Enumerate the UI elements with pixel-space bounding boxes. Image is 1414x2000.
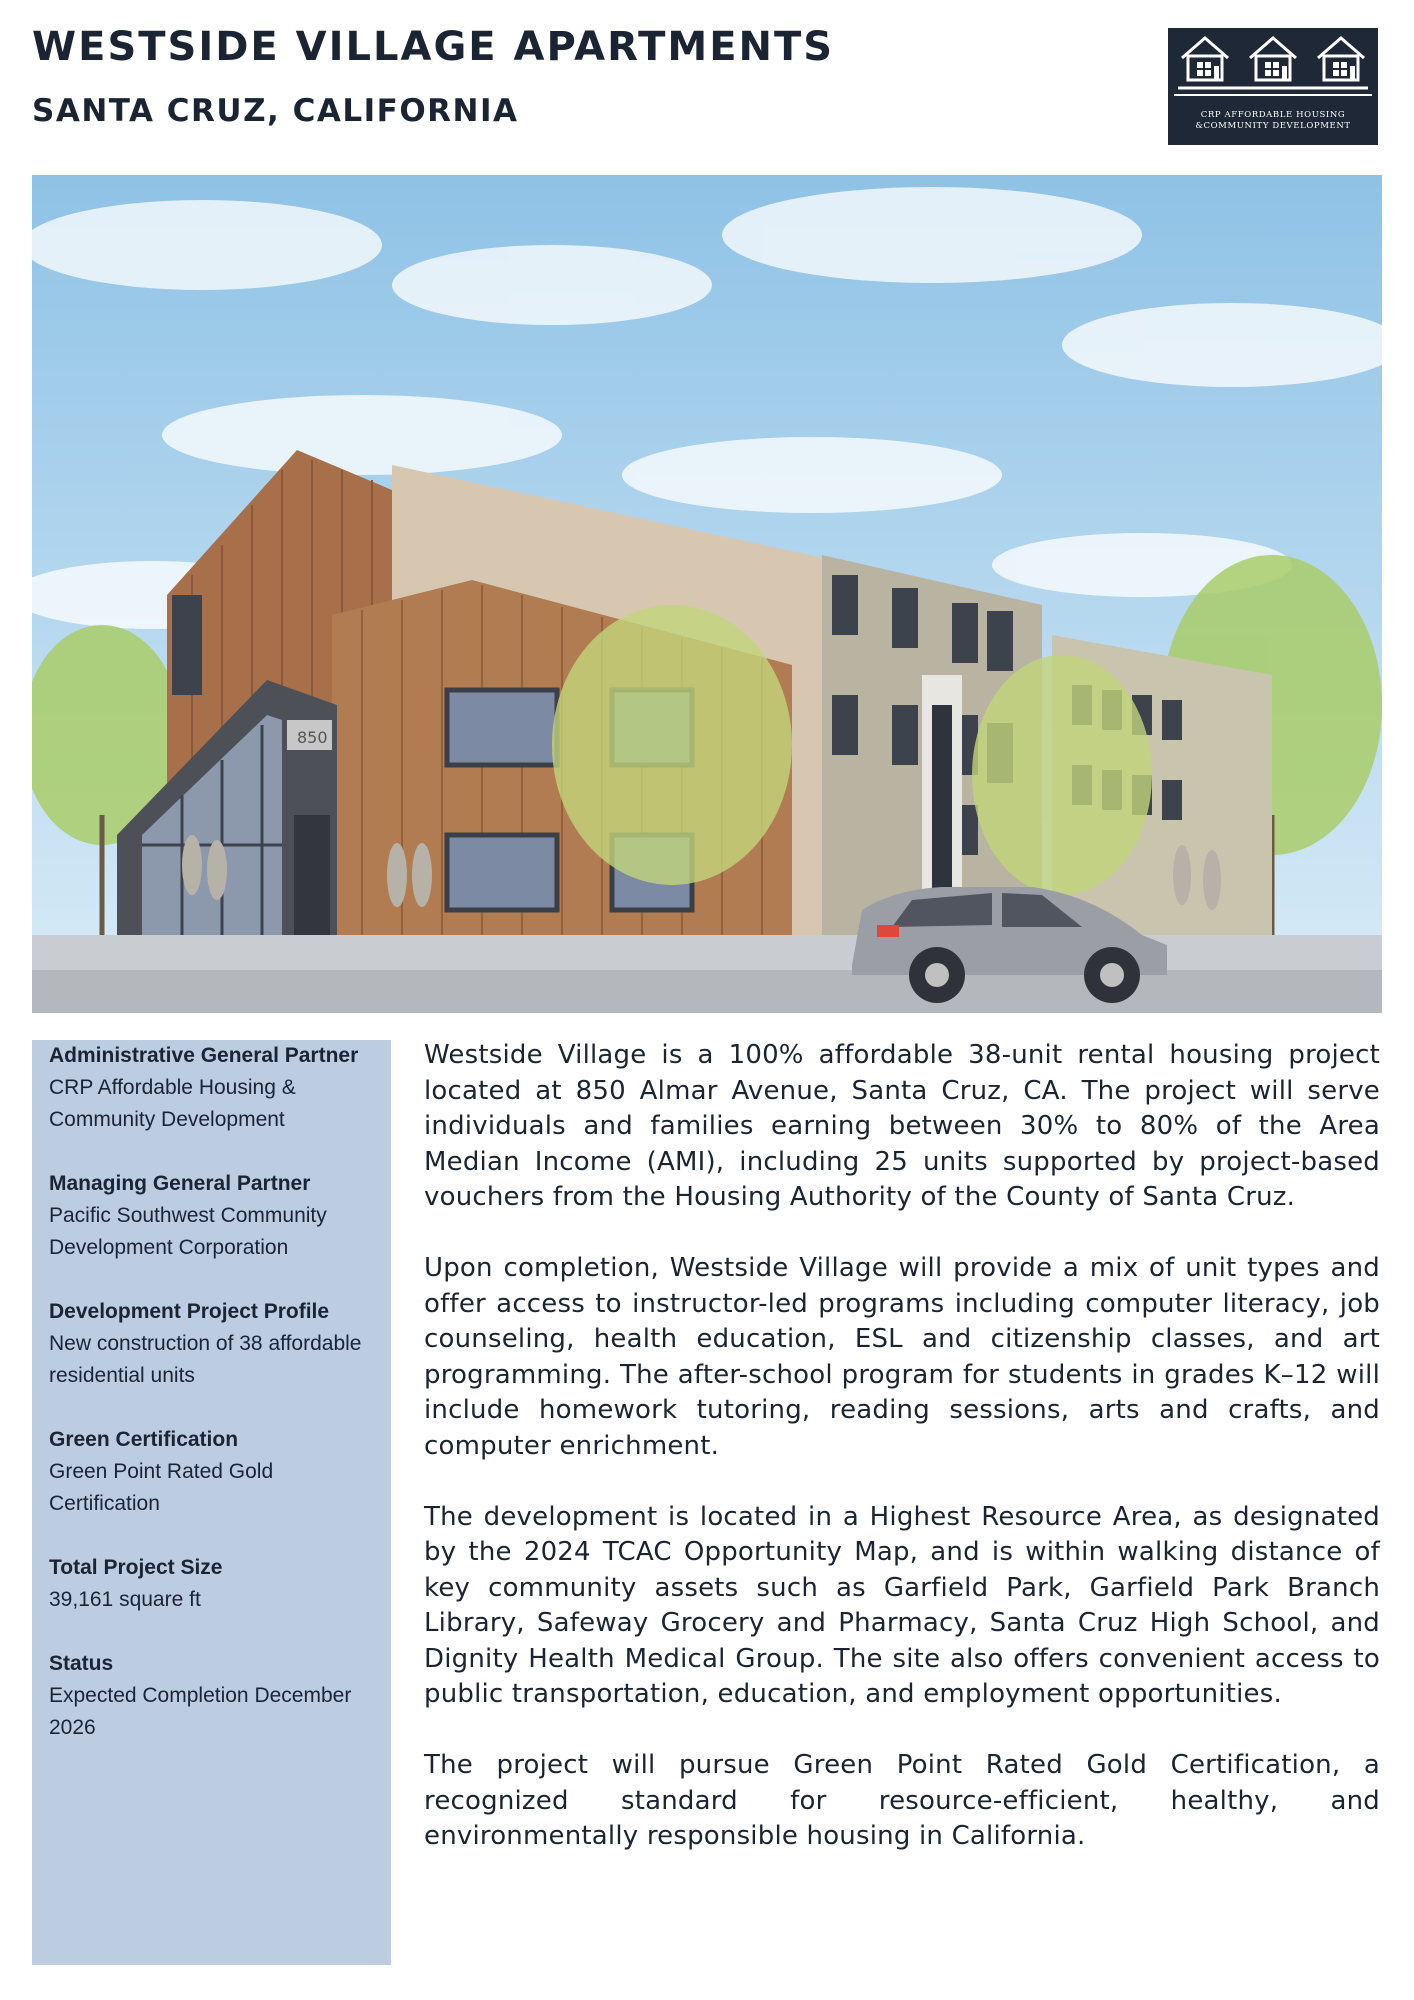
logo-text xyxy=(1168,110,1378,132)
page-subtitle: SANTA CRUZ, CALIFORNIA xyxy=(32,93,519,129)
fact-value: Pacific Southwest Community Development Corporation xyxy=(49,1204,327,1259)
fact-label: Administrative General Partner xyxy=(49,1044,359,1067)
fact-value: Expected Completion December 2026 xyxy=(49,1684,352,1739)
fact-managing-partner xyxy=(49,1168,377,1264)
crp-logo xyxy=(1168,28,1378,145)
project-facts-sidebar xyxy=(32,1040,391,1965)
logo-line-1: CRP AFFORDABLE HOUSING xyxy=(1200,110,1346,120)
project-description xyxy=(424,1038,1380,1890)
fact-value: New construction of 38 affordable residential units xyxy=(49,1332,362,1387)
fact-value: 39,161 square ft xyxy=(49,1588,201,1611)
fact-admin-partner xyxy=(49,1040,377,1136)
logo-line-2: &COMMUNITY DEVELOPMENT xyxy=(1195,121,1351,131)
description-paragraph: The project will pursue Green Point Rated Gold Certification, a recognized standard for resource-efficient, healthy, and environmentally responsible housing in California. xyxy=(424,1750,1380,1851)
fact-label: Status xyxy=(49,1652,114,1675)
fact-status xyxy=(49,1648,377,1744)
description-paragraph: Upon completion, Westside Village will provide a mix of unit types and offer access to instructor-led programs including computer literacy, job counseling, health education, ESL and citizenship classes, and art programming. The after-school program for students in grades K–12 will include homework tutoring, reading sessions, arts and crafts, and computer enrichment. xyxy=(424,1253,1380,1461)
building-number: 850 xyxy=(297,728,328,747)
fact-label: Managing General Partner xyxy=(49,1172,311,1195)
fact-label: Total Project Size xyxy=(49,1556,223,1579)
fact-label: Development Project Profile xyxy=(49,1300,330,1323)
building-rendering-image xyxy=(32,175,1382,1013)
fact-project-size xyxy=(49,1552,377,1616)
description-paragraph: Westside Village is a 100% affordable 38-unit rental housing project located at 850 Almar Avenue, Santa Cruz, CA. The project will serve individuals and families earning between 30% to 80% of the Area Median Income (AMI), including 25 units supported by project-based vouchers from the Housing Authority of the County of Santa Cruz. xyxy=(424,1040,1380,1212)
fact-value: CRP Affordable Housing & Community Development xyxy=(49,1076,296,1131)
description-paragraph: The development is located in a Highest Resource Area, as designated by the 2024 TCAC Opportunity Map, and is within walking distance of key community assets such as Garfield Park, Garfield Park Branch Library, Safeway Grocery and Pharmacy, Santa Cruz High School, and Dignity Health Medical Group. The site also offers convenient access to public transportation, education, and employment opportunities. xyxy=(424,1501,1380,1709)
fact-project-profile xyxy=(49,1296,377,1392)
page-title: WESTSIDE VILLAGE APARTMENTS xyxy=(32,24,835,70)
fact-green-certification xyxy=(49,1424,377,1520)
fact-label: Green Certification xyxy=(49,1428,239,1451)
fact-value: Green Point Rated Gold Certification xyxy=(49,1460,274,1515)
